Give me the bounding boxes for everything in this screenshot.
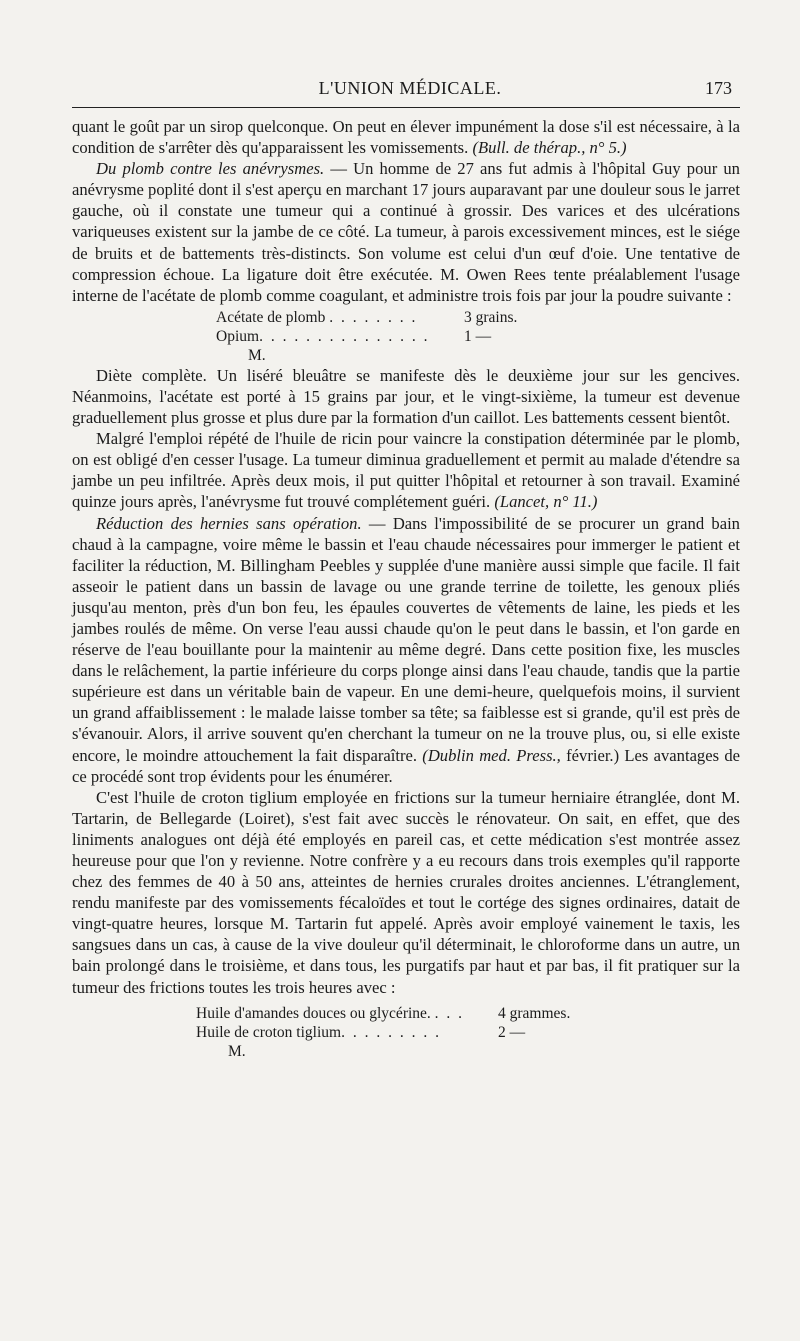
paragraph-text: quant le goût par un sirop quelconque. On peut en élever impunément la dose s'il est nécessaire, à la condition de s'arrêter dès qu'apparaissent les vomissements. xyxy=(72,117,740,158)
formula-row xyxy=(216,327,740,346)
formula-signature: M. xyxy=(248,346,266,364)
paragraph-text: Diète complète. Un liséré bleuâtre se manifeste dès le deuxième jour sur les gencives. Néanmoins, l'acétate est porté à 15 grains par jour, et le vingt-sixième, la tumeur est devenue graduellement plus grosse et plus dure par la formation d'un caillot. Les battements cessent bientôt. xyxy=(72,365,740,428)
paragraph-text: Malgré l'emploi répété de l'huile de ricin pour vaincre la constipation déterminée par le plomb, on est obligé d'en cesser l'usage. La tumeur diminua graduellement et permit au malade d'étendre sa jambe un peu infiltrée. Après deux mois, il put quitter l'hôpital et retourner à son travail. Examiné quinze jours après, l'anévrysme fut trouvé complétement guéri. xyxy=(72,429,740,512)
section-title: Réduction des hernies sans opération. xyxy=(96,513,362,533)
ingredient-name: Acétate de plomb . . . . . . . . xyxy=(216,308,418,326)
citation: (Dublin med. Press., xyxy=(422,745,561,765)
paragraph-syrup xyxy=(72,116,740,158)
paragraph-recovery xyxy=(72,428,740,512)
article-body xyxy=(72,116,740,1061)
ingredient-name: Huile de croton tiglium. . . . . . . . . xyxy=(196,1023,441,1041)
ingredient-quantity: 2 — xyxy=(498,1023,526,1041)
formula-signature: M. xyxy=(228,1042,246,1060)
header-rule xyxy=(72,107,740,108)
paragraph-text: C'est l'huile de croton tiglium employée en frictions sur la tumeur herniaire étranglée, dont M. Tartarin, de Bellegarde (Loiret), s'est fait avec succès le rénovateur. On sait, en effet, que des liniments analogues ont déjà été employés en pareil cas, et cette médication s'est montrée assez heureuse pour que l'on y revienne. Notre confrère y a eu recours dans trois exemples qu'il rapporte chez des femmes de 40 à 50 ans, atteintes de hernies crurales droites anciennes. L'étranglement, rendu manifeste par des vomissements fécaloïdes et tout le cortége des signes ordinaires, datait de vingt-quatre heures, lorsque M. Tartarin fut appelé. Après avoir employé vainement le taxis, les sangsues dans un cas, à cause de la vive douleur qu'il déterminait, le chloroforme dans un autre, un bain prolongé dans le troisième, et dans tous, les purgatifs par haut et par bas, il fit pratiquer sur la tumeur des frictions toutes les trois heures avec : xyxy=(72,787,740,997)
ingredient-quantity: 1 — xyxy=(464,327,492,345)
journal-title: L'UNION MÉDICALE. xyxy=(318,78,502,98)
formula-row xyxy=(196,1023,740,1042)
ingredient-quantity: 4 grammes. xyxy=(498,1004,571,1022)
paragraph-text: — Un homme de 27 ans fut admis à l'hôpital Guy pour un anévrysme poplité dont il s'est aperçu en marchant 17 jours auparavant par une douleur sous le jarret gauche, où il constate une tumeur qui a continué à grossir. Des varices et des ulcérations variqueuses existent sur la jambe de ce côté. La tumeur, à parois excessivement minces, est le siége de bruits et de battements très-distincts. Son volume est celui d'un œuf d'oie. Une tentative de compression échoue. La ligature doit être exécutée. M. Owen Rees tente préalablement l'usage interne de l'acétate de plomb comme coagulant, et administre trois fois par jour la poudre suivante : xyxy=(72,159,740,305)
prescription-formula xyxy=(72,308,740,365)
citation: (Lancet, n° 11.) xyxy=(494,492,598,512)
paragraph-diet xyxy=(72,365,740,428)
formula-row xyxy=(216,308,740,327)
paragraph-text: — Dans l'impossibilité de se procurer un grand bain chaud à la campagne, voire même le bassin et l'eau chaude nécessaires pour immerger le patient et faciliter la réduction, M. Billingham Peebles y supplée d'une manière aussi simple que facile. Il fait asseoir le patient dans un bassin de lavage ou une grande terrine de toilette, les genoux pliés jusqu'au menton, près d'un bon feu, les épaules couvertes de vêtements de laine, les pieds et les jambes roulés de même. On verse l'eau aussi chaude qu'on le peut dans le bassin, et l'on garde en réserve de l'eau bouillante pour la maintenir au même degré. Dans cette position fixe, les muscles dans le relâchement, la partie inférieure du corps plonge ainsi dans l'eau chaude, tandis que la partie supérieure est dans un véritable bain de vapeur. En une demi-heure, quelquefois moins, il survient un grand affaiblissement : le malade laisse tomber sa tête; sa faiblesse est si grande, qu'il est près de s'évanouir. Alors, il arrive souvent qu'en cherchant la tumeur on ne la trouve plus, ou, si elle existe encore, le moindre attouchement la fait disparaître. xyxy=(72,513,740,765)
section-title: Du plomb contre les anévrysmes. xyxy=(96,159,325,179)
paragraph-lead-hernia xyxy=(72,513,740,787)
paragraph-croton-oil xyxy=(72,787,740,998)
paragraph-lead-aneurysm xyxy=(72,158,740,306)
citation: (Bull. de thérap., n° 5.) xyxy=(472,138,627,158)
prescription-formula xyxy=(72,1004,740,1061)
ingredient-name: Opium. . . . . . . . . . . . . . . xyxy=(216,327,430,345)
running-head xyxy=(80,78,740,104)
ingredient-name: Huile d'amandes douces ou glycérine. . . . xyxy=(196,1004,465,1022)
ingredient-quantity: 3 grains. xyxy=(464,308,518,326)
page-number: 173 xyxy=(705,78,732,98)
formula-row xyxy=(196,1004,740,1023)
paragraph-text: février.) Les avantages de ce procédé sont trop évidents pour les énumérer. xyxy=(72,745,740,786)
